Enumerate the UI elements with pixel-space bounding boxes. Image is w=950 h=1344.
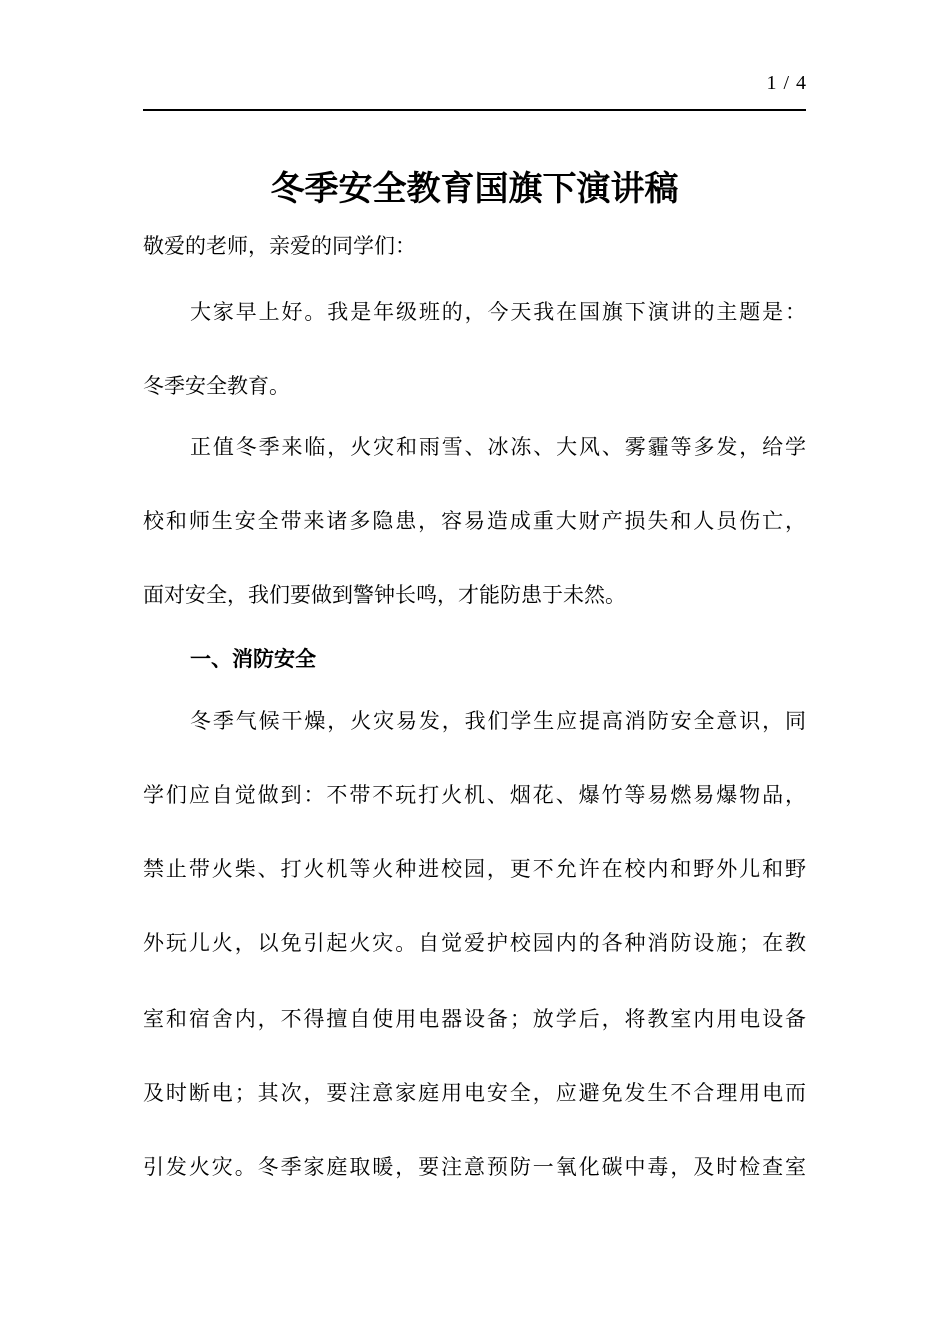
section-heading: 一、消防安全 <box>190 647 316 671</box>
paragraph-line: 正值冬季来临，火灾和雨雪、冰冻、大风、雾霾等多发，给学 <box>190 435 806 459</box>
paragraph-line: 禁止带火柴、打火机等火种进校园，更不允许在校内和野外儿和野 <box>143 857 806 881</box>
paragraph-line: 及时断电；其次，要注意家庭用电安全，应避免发生不合理用电而 <box>143 1081 806 1105</box>
paragraph-line: 冬季安全教育。 <box>143 374 290 398</box>
paragraph-line: 校和师生安全带来诸多隐患，容易造成重大财产损失和人员伤亡， <box>143 509 806 533</box>
paragraph-line: 外玩儿火，以免引起火灾。自觉爱护校园内的各种消防设施；在教 <box>143 931 806 955</box>
paragraph-line: 学们应自觉做到：不带不玩打火机、烟花、爆竹等易燃易爆物品， <box>143 783 806 807</box>
paragraph-line: 面对安全，我们要做到警钟长鸣，才能防患于未然。 <box>143 583 626 607</box>
paragraph-line: 室和宿舍内，不得擅自使用电器设备；放学后，将教室内用电设备 <box>143 1007 806 1031</box>
document-title: 冬季安全教育国旗下演讲稿 <box>270 169 679 209</box>
paragraph-line: 引发火灾。冬季家庭取暖，要注意预防一氧化碳中毒，及时检查室 <box>143 1155 806 1179</box>
paragraph-line: 冬季气候干燥，火灾易发，我们学生应提高消防安全意识，同 <box>190 709 806 733</box>
greeting-line: 敬爱的老师，亲爱的同学们： <box>143 234 416 258</box>
header-divider <box>143 109 806 111</box>
page-number: 1 / 4 <box>766 72 807 94</box>
paragraph-line: 大家早上好。我是年级班的，今天我在国旗下演讲的主题是： <box>190 300 806 324</box>
